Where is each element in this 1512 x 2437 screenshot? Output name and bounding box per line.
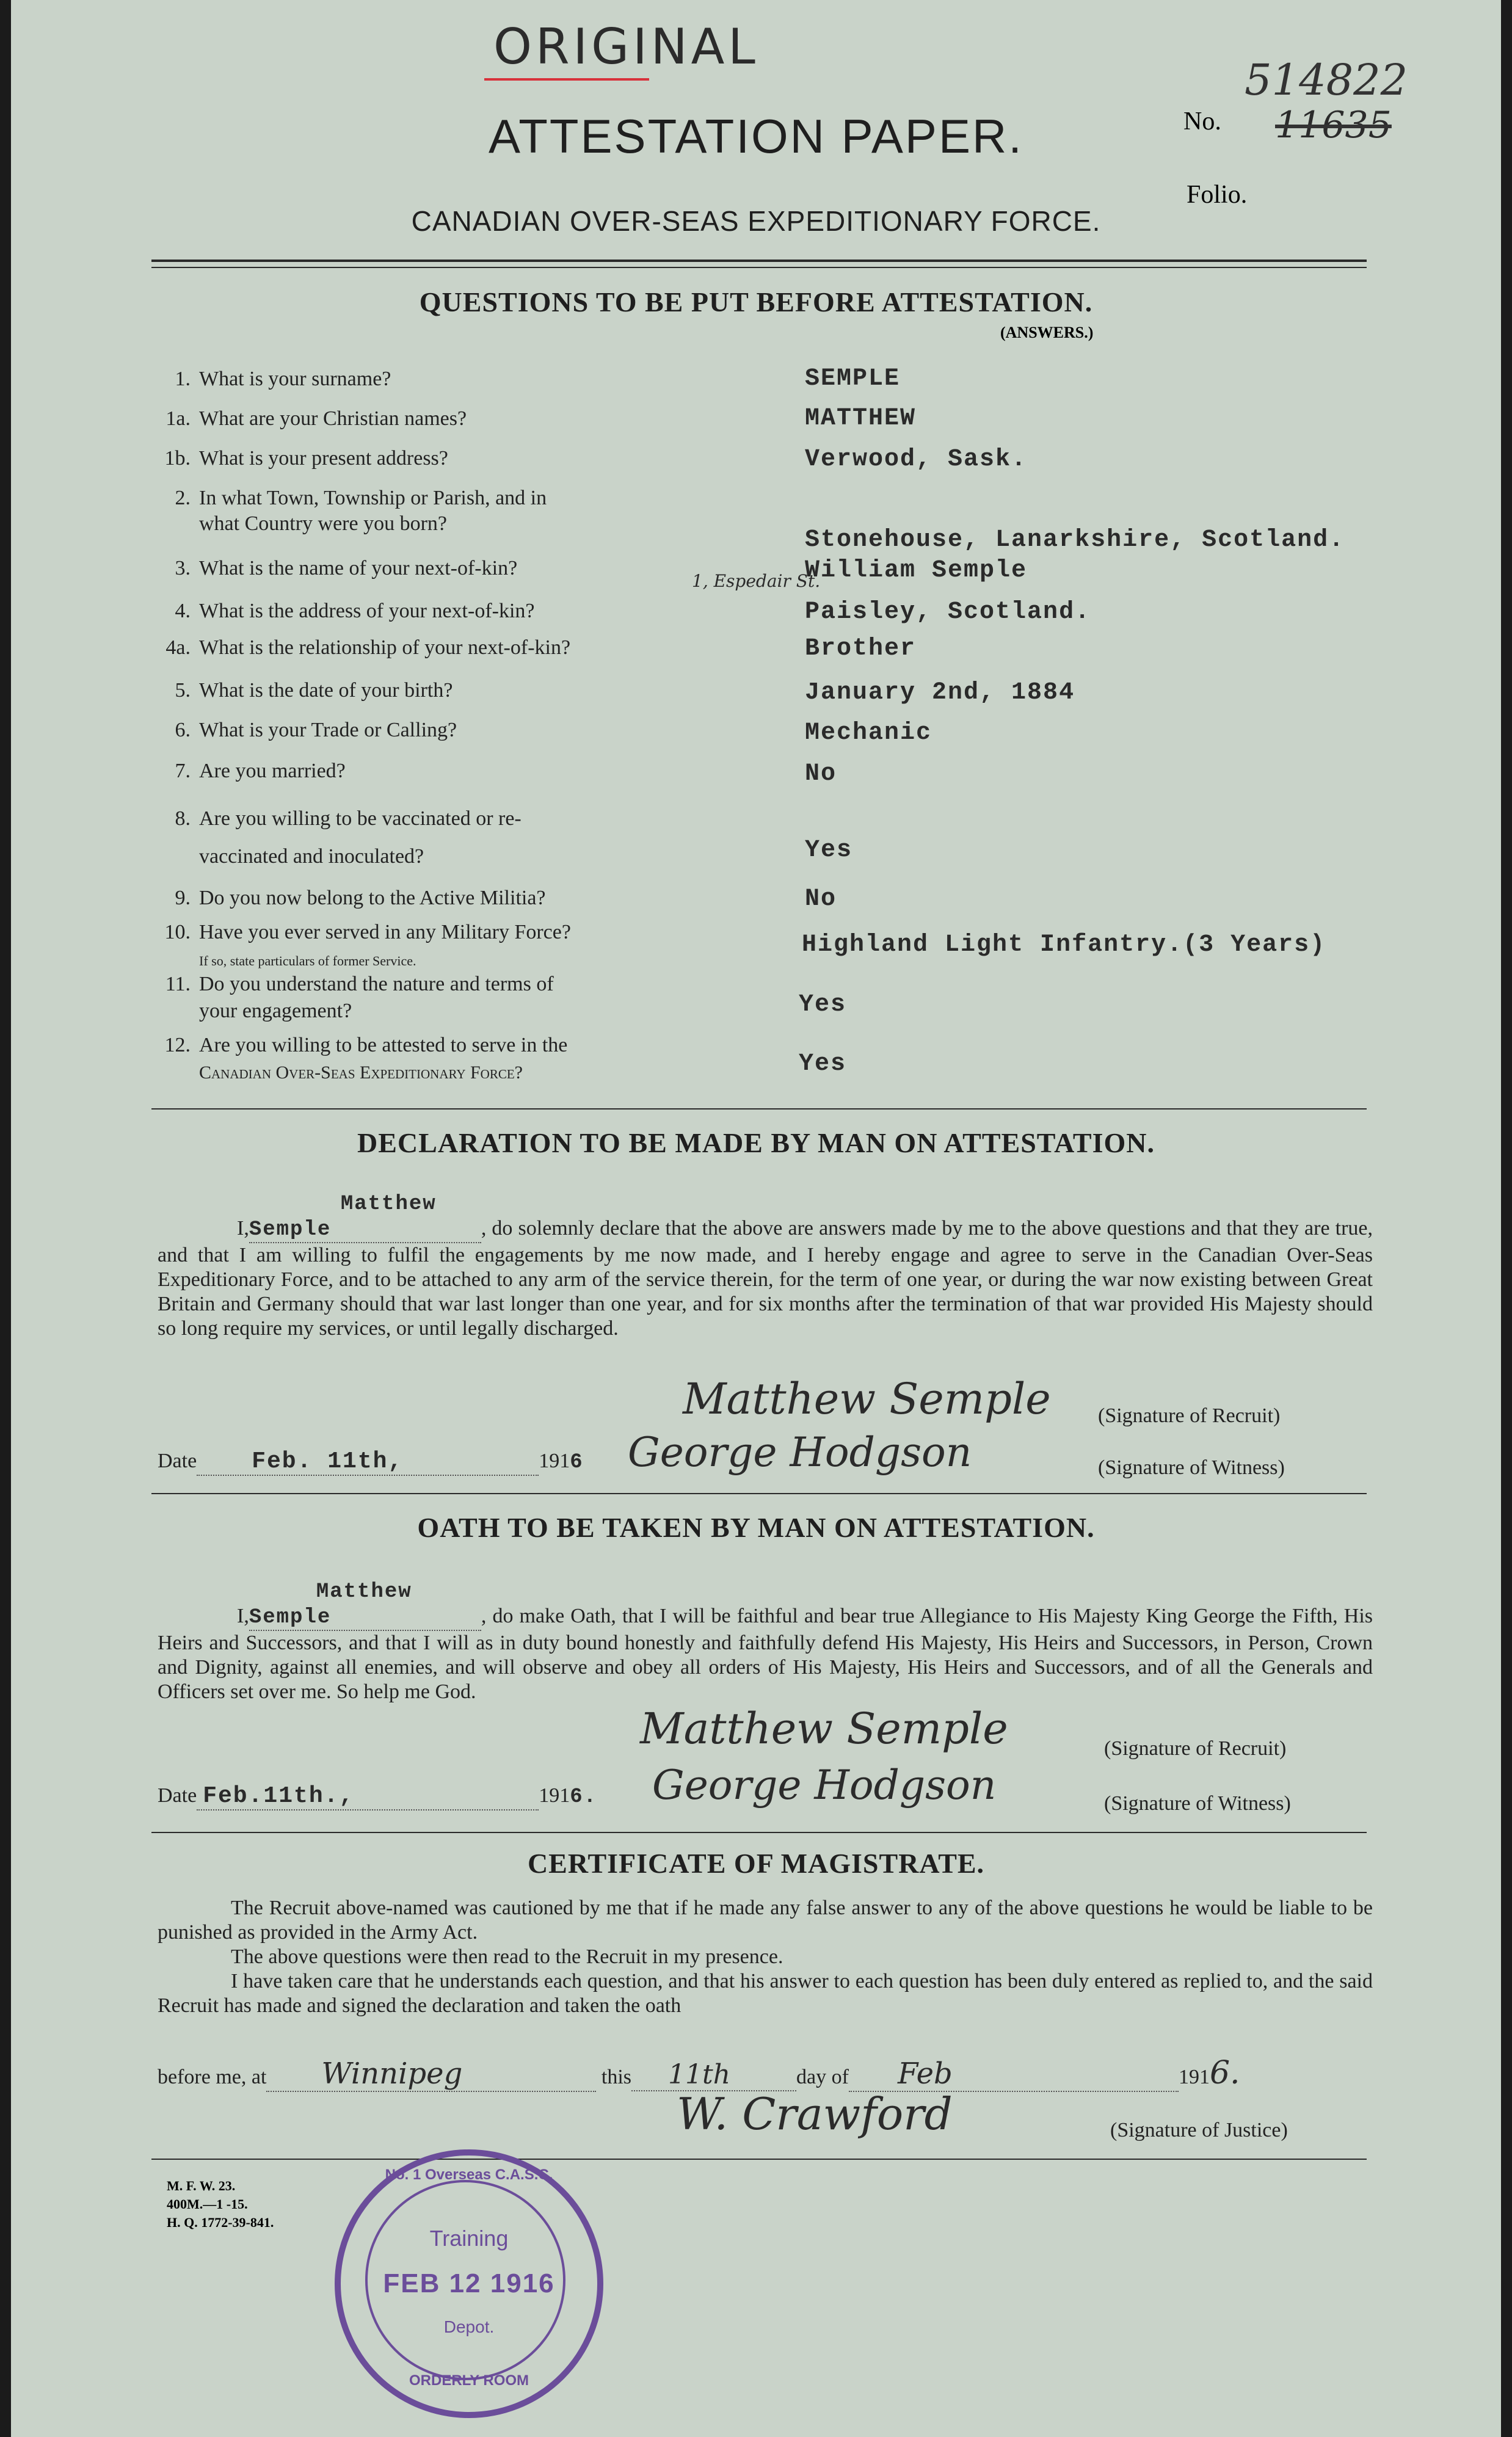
recruit-signature: Matthew Semple <box>640 1704 1008 1754</box>
stamp-date: FEB 12 1916 <box>383 2268 555 2298</box>
recruit-signature-label: (Signature of Recruit) <box>1098 1404 1281 1427</box>
divider <box>151 1108 1367 1110</box>
oath-text: I,Matthew Semple , do make Oath, that I will be faithful and bear true Allegiance to His Majesty King George the Fifth, His Heirs and Successors, and that I will as in duty bound honestly and faithfully defend His Majesty, His Heirs and Successors, in Person, Crown and Dignity, against all enemies, and will observe and obey all orders of His Majesty, His Heirs and Successors, and of all the Generals and Officers set over me. So help me God. <box>158 1578 1373 1704</box>
divider <box>151 267 1367 268</box>
declarant-name: Matthew Semple <box>249 1193 437 1241</box>
training-depot-stamp <box>335 2149 603 2418</box>
question-row: 3. What is the name of your next-of-kin? <box>175 557 518 579</box>
oath-name: Matthew Semple <box>249 1580 412 1629</box>
witness-signature-label: (Signature of Witness) <box>1104 1792 1291 1815</box>
question-row: 11. Do you understand the nature and terms of your engagement? <box>165 973 554 1022</box>
witness-signature-label: (Signature of Witness) <box>1098 1456 1285 1479</box>
stamp-line2: Depot. <box>443 2317 495 2336</box>
date-row: Date Feb. 11th, 1916 <box>158 1448 584 1475</box>
witness-signature: George Hodgson <box>652 1762 997 1809</box>
question-row: 8. Are you willing to be vaccinated or re- vaccinated and inoculated? <box>175 807 522 868</box>
questions-heading: QUESTIONS TO BE PUT BEFORE ATTESTATION. <box>419 286 1093 318</box>
divider <box>151 260 1367 262</box>
magistrate-month: Feb <box>897 2057 953 2091</box>
handwritten-address-insert: 1, Espedair St. <box>692 571 821 591</box>
answers-label: (ANSWERS.) <box>1000 324 1094 341</box>
question-row: 1a. What are your Christian names? <box>165 407 467 430</box>
question-row: 1. What is your surname? <box>175 368 391 390</box>
declaration-text: I,Matthew Semple , do solemnly declare that the above are answers made by me to the above questions and that they are true, and that I am willing to fulfil the engagements by me now made, and I hereby engage and agree to serve in the Canadian Over-Seas Expeditionary Force, and to be attached to any arm of the service therein, for the term of one year, or during the war now existing between Great Britain and Germany should that war last longer than one year, and for six months after the termination of that war provided His Majesty should so long require my services, or until legally discharged. <box>158 1191 1373 1341</box>
question-row: 6. What is your Trade or Calling? <box>175 719 457 741</box>
magistrate-heading: CERTIFICATE OF MAGISTRATE. <box>527 1848 985 1879</box>
answer-next-of-kin: William Semple <box>805 557 1028 584</box>
regimental-number: 514822 <box>1245 55 1408 105</box>
answer-birth-date: January 2nd, 1884 <box>805 679 1075 706</box>
answer-surname: SEMPLE <box>805 365 901 393</box>
question-row: 4a. What is the relationship of your next-of-kin? <box>165 636 571 659</box>
answer-birthplace: Stonehouse, Lanarkshire, Scotland. <box>805 526 1345 554</box>
magistrate-text: The Recruit above-named was cautioned by me that if he made any false answer to any of the above questions he would be liable to be punished as provided in the Army Act. The above questions were then read to the Recruit in my presence. I have taken care that he understands each question, and that his answer to each question has been duly entered as replied to, and the said Recruit has made and signed the declaration and taken the oath <box>158 1897 1373 2017</box>
question-row: 10. Have you ever served in any Military Force? If so, state particulars of former Service. <box>164 921 571 968</box>
answer-christian-names: MATTHEW <box>805 405 917 432</box>
answer-married: No <box>805 760 837 788</box>
oath-heading: OATH TO BE TAKEN BY MAN ON ATTESTATION. <box>417 1512 1095 1543</box>
divider <box>151 2159 1367 2160</box>
answer-vaccinated: Yes <box>805 837 853 864</box>
attestation-paper <box>11 0 1501 2437</box>
justice-signature-label: (Signature of Justice) <box>1110 2119 1288 2141</box>
stamp-ring-top: No. 1 Overseas C.A.S.C. <box>385 2166 553 2183</box>
recruit-signature: Matthew Semple <box>683 1374 1051 1424</box>
stamp-ring-bottom: ORDERLY ROOM <box>409 2372 529 2389</box>
answer-willing-to-serve: Yes <box>799 1050 847 1078</box>
struck-number: 11635 <box>1275 104 1392 147</box>
recruit-signature-label: (Signature of Recruit) <box>1104 1737 1287 1760</box>
divider <box>151 1493 1367 1494</box>
answer-next-of-kin-address: Paisley, Scotland. <box>805 598 1091 626</box>
magistrate-day: 11th <box>668 2059 731 2090</box>
question-row: 4. What is the address of your next-of-kin? <box>175 600 535 622</box>
original-stamp: ORIGINAL <box>493 18 759 75</box>
divider <box>151 1832 1367 1833</box>
form-codes: M. F. W. 23. 400M.—1 -15. H. Q. 1772-39-841. <box>167 2178 274 2230</box>
before-me-row: before me, at Winnipeg this 11th day of Feb 1916. <box>158 2055 1240 2091</box>
question-row: 5. What is the date of your birth? <box>175 679 453 702</box>
date-row: Date Feb.11th., 1916. <box>158 1783 597 1809</box>
question-row: 7. Are you married? <box>175 760 346 782</box>
original-underline <box>484 78 649 81</box>
answer-relationship: Brother <box>805 635 917 663</box>
page-title: ATTESTATION PAPER. <box>489 109 1023 163</box>
justice-signature: W. Crawford <box>677 2088 953 2140</box>
question-row: 12. Are you willing to be attested to serve in the Canadian Over-Seas Expeditionary Force? <box>164 1034 568 1083</box>
answer-address: Verwood, Sask. <box>805 446 1028 473</box>
folio-label: Folio. <box>1187 181 1248 209</box>
stamp-line1: Training <box>429 2226 509 2251</box>
answer-understand-terms: Yes <box>799 991 847 1019</box>
question-row: 2. In what Town, Township or Parish, and in what Country were you born? <box>175 487 547 535</box>
answer-trade: Mechanic <box>805 719 932 747</box>
page-subtitle: CANADIAN OVER-SEAS EXPEDITIONARY FORCE. <box>411 205 1101 237</box>
witness-signature: George Hodgson <box>628 1429 972 1476</box>
answer-military-service: Highland Light Infantry.(3 Years) <box>802 931 1326 959</box>
declaration-heading: DECLARATION TO BE MADE BY MAN ON ATTESTATION. <box>357 1127 1155 1158</box>
magistrate-place: Winnipeg <box>321 2057 463 2091</box>
answer-militia: No <box>805 885 837 913</box>
question-row: 9. Do you now belong to the Active Militia? <box>175 887 546 909</box>
no-label: No. <box>1183 107 1221 136</box>
question-row: 1b. What is your present address? <box>164 447 448 470</box>
